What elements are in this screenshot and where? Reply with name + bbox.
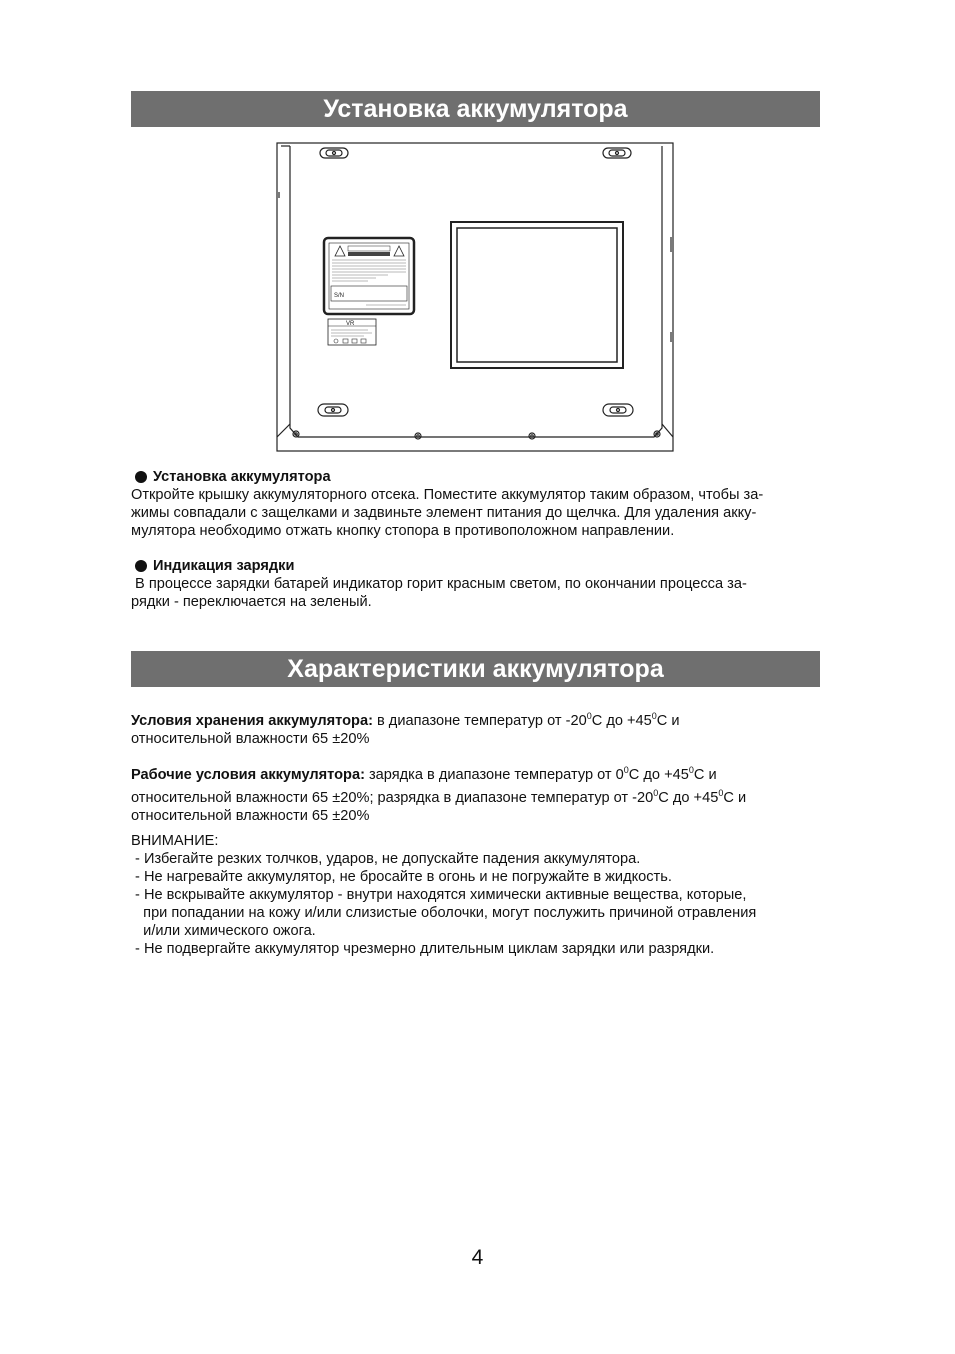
storage-line2: относительной влажности 65 ±20% xyxy=(131,730,370,747)
charge-line: рядки - переключается на зеленый. xyxy=(131,594,372,610)
battery-compartment xyxy=(451,222,623,368)
charge-indication-section xyxy=(131,557,831,611)
working-line3: относительной влажности 65 ±20% xyxy=(131,807,370,824)
working-conditions: Рабочие условия аккумулятора: зарядка в диапазоне температур от $0^0С$ до $+45^0С$ и относительной влажности 65 ±20%; разрядка в диапазоне температур от $-20^0С$ до $+45^0С$ и относительной влажности 65 ±20% xyxy=(131,761,831,825)
warning-item: при попадании на кожу и/или слизистые оболочки, могут послужить причиной отравления xyxy=(131,905,757,921)
latch-top-left xyxy=(320,148,348,158)
install-line: мулятора необходимо отжать кнопку стопора в противоположном направлении. xyxy=(131,523,675,539)
bullet-icon xyxy=(135,471,147,483)
warning-item: и/или химического ожога. xyxy=(131,923,316,939)
section-title: Характеристики аккумулятора xyxy=(287,655,664,683)
latch-bottom-right xyxy=(603,404,633,416)
install-line: жимы совпадали с защелками и задвиньте элемент питания до щелчка. Для удаления акку- xyxy=(131,505,757,521)
warning-section xyxy=(131,832,831,958)
warning-item: - Не нагревайте аккумулятор, не бросайте в огонь и не погружайте в жидкость. xyxy=(131,869,672,885)
section-banner-battery-install xyxy=(131,91,820,127)
serial-number-label: S/N xyxy=(334,293,345,299)
warning-item: - Не подвергайте аккумулятор чрезмерно длительным циклам зарядки или разрядки. xyxy=(131,941,715,957)
bullet-icon xyxy=(135,560,147,572)
plate-logo: VR xyxy=(346,321,355,327)
page-number: 4 xyxy=(471,1246,484,1269)
section-banner-battery-specs xyxy=(131,651,820,687)
storage-label: Условия хранения аккумулятора: xyxy=(131,712,373,729)
charge-heading: Индикация зарядки xyxy=(131,557,831,575)
charge-line: В процессе зарядки батарей индикатор горит красным светом, по окончании процесса за- xyxy=(131,576,747,592)
latch-bottom-left xyxy=(318,404,348,416)
warning-title: ВНИМАНИЕ: xyxy=(131,833,219,849)
section-title: Установка аккумулятора xyxy=(323,95,628,123)
caution-label xyxy=(324,238,414,314)
install-heading: Установка аккумулятора xyxy=(131,468,831,486)
storage-conditions: Условия хранения аккумулятора: в диапазоне температур от $-20^0С$ до $+45^0С$ и относительной влажности 65 ±20% xyxy=(131,707,831,748)
latch-top-right xyxy=(603,148,631,158)
warning-item: - Избегайте резких толчков, ударов, не допускайте падения аккумулятора. xyxy=(131,851,641,867)
device-back-illustration xyxy=(276,142,676,454)
working-label: Рабочие условия аккумулятора: xyxy=(131,766,365,783)
install-line: Откройте крышку аккумуляторного отсека. Поместите аккумулятор таким образом, чтобы за- xyxy=(131,487,764,503)
install-section xyxy=(131,468,831,540)
screw xyxy=(415,433,421,439)
warning-item: - Не вскрывайте аккумулятор - внутри находятся химически активные вещества, которые, xyxy=(131,887,747,903)
screw xyxy=(529,433,535,439)
